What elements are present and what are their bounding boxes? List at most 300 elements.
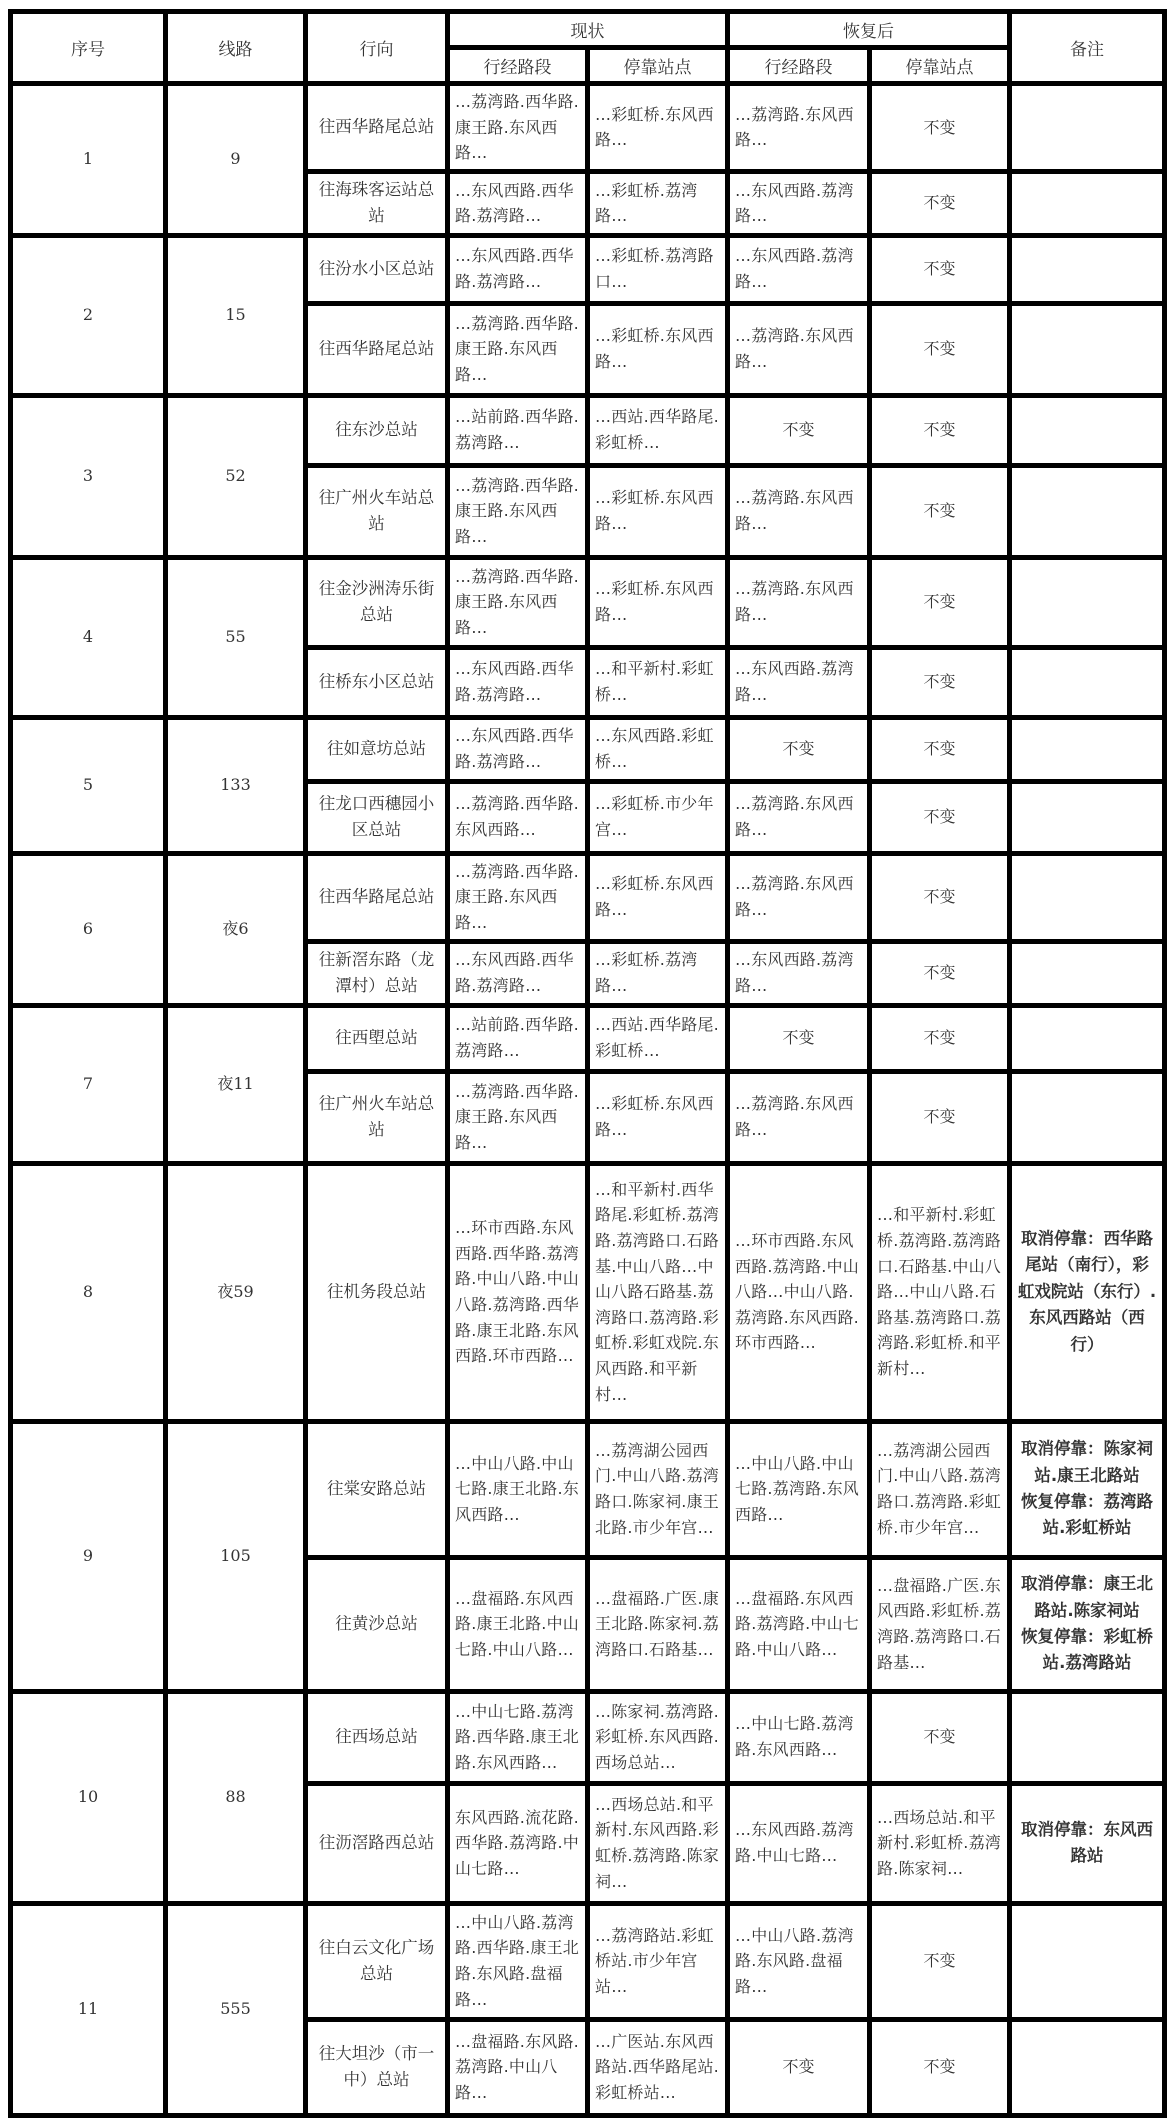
restored-route-cell-text: 不变 (782, 420, 815, 440)
current-stops-cell-text: …陈家祠.荔湾路.彩虹桥.东风西路.西场总站… (595, 1701, 719, 1772)
restored-stops-cell (870, 557, 1010, 647)
restored-route-cell (728, 171, 870, 235)
direction-cell (306, 1005, 448, 1071)
row-line (166, 395, 306, 557)
direction-cell-text: 往金沙洲涛乐街总站 (318, 578, 435, 625)
current-stops-cell (588, 465, 728, 557)
restored-stops-cell (870, 1421, 1010, 1557)
current-route-cell (448, 941, 588, 1005)
direction-cell-text: 往西场总站 (335, 1726, 418, 1746)
note-cell (1010, 84, 1165, 172)
row-number-text: 4 (82, 627, 94, 647)
table-row (11, 1421, 1165, 1557)
table-row (11, 395, 1165, 465)
restored-stops-cell-text: 不变 (923, 1028, 956, 1048)
restored-route-cell-text: …中山七路.荔湾路.东风西路… (735, 1714, 854, 1760)
row-number (11, 1903, 166, 2115)
note-cell (1010, 1557, 1165, 1691)
restored-stops-cell-text: 不变 (923, 117, 956, 137)
restored-stops-cell-text: 不变 (923, 339, 956, 359)
restored-route-cell (728, 465, 870, 557)
direction-cell (306, 171, 448, 235)
note-cell (1010, 1163, 1165, 1421)
direction-cell (306, 941, 448, 1005)
row-number (11, 1691, 166, 1903)
note-cell (1010, 557, 1165, 647)
direction-cell (306, 303, 448, 395)
note-cell (1010, 235, 1165, 303)
table-row (11, 717, 1165, 781)
current-route-cell (448, 2019, 588, 2115)
restored-route-cell (728, 647, 870, 717)
note-cell (1010, 2019, 1165, 2115)
restored-route-cell (728, 853, 870, 941)
row-line (166, 1163, 306, 1421)
current-stops-cell (588, 781, 728, 853)
note-text: 取消停靠：陈家祠站.康王北路站 (1021, 1439, 1153, 1485)
direction-cell-text: 往棠安路总站 (327, 1478, 426, 1498)
current-stops-cell-text: …彩虹桥.荔湾路… (595, 180, 698, 226)
current-stops-cell-text: …彩虹桥.东风西路… (595, 1094, 714, 1140)
current-stops-cell (588, 1163, 728, 1421)
restored-route-cell (728, 395, 870, 465)
note-cell (1010, 941, 1165, 1005)
current-stops-cell (588, 717, 728, 781)
restored-route-cell (728, 557, 870, 647)
current-route-cell-text: …中山八路.中山七路.康王北路.东风西路… (455, 1453, 579, 1524)
direction-cell-text: 往西华路尾总站 (318, 886, 435, 906)
restored-stops-cell (870, 1163, 1010, 1421)
direction-cell-text: 往沥滘路西总站 (318, 1832, 435, 1852)
direction-cell-text: 往黄沙总站 (335, 1613, 418, 1633)
current-route-cell (448, 465, 588, 557)
restored-stops-cell-text: …荔湾湖公园西门.中山八路.荔湾路口.荔湾路.彩虹桥.市少年宫… (877, 1440, 1001, 1537)
note-text: 取消停靠：东风西路站 (1021, 1819, 1153, 1866)
current-stops-cell-text: …广医站.东风西路站.西华路尾站.彩虹桥站… (595, 2031, 719, 2102)
current-stops-cell (588, 1691, 728, 1783)
direction-cell (306, 1691, 448, 1783)
restored-stops-cell (870, 465, 1010, 557)
restored-route-cell-text: …荔湾路.东风西路… (735, 488, 854, 534)
direction-cell (306, 235, 448, 303)
restored-stops-cell (870, 1071, 1010, 1163)
direction-cell-text: 往广州火车站总站 (318, 1093, 435, 1140)
note-cell (1010, 303, 1165, 395)
restored-route-cell (728, 1071, 870, 1163)
note-cell (1010, 1005, 1165, 1071)
table-row (11, 557, 1165, 647)
restored-stops-cell-text: 不变 (923, 1951, 956, 1971)
direction-cell-text: 往桥东小区总站 (318, 671, 435, 691)
restored-stops-cell-text: …盘福路.广医.东风西路.彩虹桥.荔湾路.荔湾路口.石路基… (877, 1575, 1001, 1672)
header-note: 备注 (1010, 12, 1165, 84)
restored-route-cell (728, 235, 870, 303)
restored-stops-cell (870, 395, 1010, 465)
restored-stops-cell-text: 不变 (923, 420, 956, 440)
direction-cell-text: 往西华路尾总站 (318, 338, 435, 358)
row-line-text: 105 (220, 1546, 251, 1566)
header-restored-route: 行经路段 (728, 48, 870, 84)
restored-route-cell (728, 1903, 870, 2019)
restored-route-cell (728, 2019, 870, 2115)
restored-route-cell-text: 不变 (782, 1028, 815, 1048)
table-row (11, 1691, 1165, 1783)
current-stops-cell (588, 303, 728, 395)
direction-cell (306, 1163, 448, 1421)
restored-route-cell (728, 303, 870, 395)
restored-route-cell-text: 不变 (782, 2057, 815, 2077)
table-row (11, 853, 1165, 941)
restored-stops-cell (870, 781, 1010, 853)
restored-stops-cell-text: 不变 (923, 672, 956, 692)
row-line-text: 555 (220, 1999, 251, 2019)
restored-route-cell-text: …荔湾路.东风西路… (735, 794, 854, 840)
restored-stops-cell-text: …西场总站.和平新村.彩虹桥.荔湾路.陈家祠… (877, 1807, 1001, 1878)
direction-cell (306, 557, 448, 647)
current-stops-cell (588, 941, 728, 1005)
current-stops-cell (588, 1071, 728, 1163)
direction-cell-text: 往西华路尾总站 (318, 117, 435, 137)
direction-cell (306, 2019, 448, 2115)
current-route-cell-text: …环市西路.东风西路.西华路.荔湾路.中山八路.中山八路.荔湾路.西华路.康王北路.东风西路.环市西路… (455, 1218, 579, 1366)
note-cell (1010, 717, 1165, 781)
current-route-cell (448, 647, 588, 717)
row-number (11, 395, 166, 557)
row-line (166, 84, 306, 236)
restored-route-cell (728, 1557, 870, 1691)
note-text: 取消停靠：康王北路站.陈家祠站 (1021, 1574, 1153, 1620)
restored-stops-cell (870, 1903, 1010, 2019)
current-route-cell (448, 853, 588, 941)
current-route-cell (448, 781, 588, 853)
current-stops-cell-text: …西站.西华路尾.彩虹桥… (595, 1015, 719, 1061)
current-route-cell-text: …东风西路.西华路.荔湾路… (455, 726, 574, 772)
current-route-cell (448, 1421, 588, 1557)
note-cell (1010, 1421, 1165, 1557)
row-line (166, 557, 306, 717)
row-line-text: 夜11 (217, 1074, 254, 1094)
restored-stops-cell (870, 2019, 1010, 2115)
current-stops-cell (588, 1421, 728, 1557)
restored-route-cell (728, 84, 870, 172)
current-stops-cell (588, 1903, 728, 2019)
current-stops-cell-text: …荔湾湖公园西门.中山八路.荔湾路口.陈家祠.康王北路.市少年宫… (595, 1440, 719, 1537)
direction-cell-text: 往如意坊总站 (327, 738, 426, 758)
current-route-cell (448, 717, 588, 781)
row-line-text: 夜6 (222, 919, 249, 939)
current-stops-cell-text: …东风西路.彩虹桥… (595, 726, 714, 772)
direction-cell-text: 往海珠客运站总站 (318, 179, 435, 226)
current-route-cell (448, 395, 588, 465)
current-route-cell (448, 84, 588, 172)
restored-stops-cell-text: 不变 (923, 259, 956, 279)
restored-route-cell (728, 1691, 870, 1783)
direction-cell-text: 往广州火车站总站 (318, 487, 435, 534)
row-number-text: 2 (82, 305, 94, 325)
restored-route-cell (728, 717, 870, 781)
restored-route-cell-text: …荔湾路.东风西路… (735, 1094, 854, 1140)
direction-cell-text: 往新滘东路（龙潭村）总站 (318, 949, 435, 996)
row-line (166, 1421, 306, 1691)
table-row (11, 1163, 1165, 1421)
current-stops-cell-text: …彩虹桥.东风西路… (595, 488, 714, 534)
restored-route-cell-text: …东风西路.荔湾路… (735, 246, 854, 292)
current-route-cell-text: …荔湾路.西华路.康王路.东风西路… (455, 92, 579, 163)
row-number-text: 5 (82, 775, 94, 795)
table-body (11, 84, 1165, 2116)
current-route-cell (448, 1557, 588, 1691)
restored-route-cell (728, 1421, 870, 1557)
row-line-text: 9 (230, 149, 241, 169)
row-number-text: 7 (82, 1074, 94, 1094)
restored-stops-cell-text: 不变 (923, 1727, 956, 1747)
current-stops-cell (588, 171, 728, 235)
restored-route-cell (728, 781, 870, 853)
restored-route-cell-text: …东风西路.荔湾路… (735, 659, 854, 705)
note-cell (1010, 853, 1165, 941)
restored-stops-cell (870, 647, 1010, 717)
row-line (166, 235, 306, 395)
row-number (11, 1421, 166, 1691)
note-cell (1010, 171, 1165, 235)
restored-stops-cell-text: 不变 (923, 739, 956, 759)
current-stops-cell-text: …和平新村.西华路尾.彩虹桥.荔湾路.荔湾路口.石路基.中山八路…中山八路石路基.荔湾路口.荔湾路.彩虹桥.彩虹戏院.东风西路.和平新村… (595, 1179, 719, 1404)
header-current-route: 行经路段 (448, 48, 588, 84)
restored-stops-cell (870, 717, 1010, 781)
direction-cell (306, 395, 448, 465)
row-number-text: 9 (82, 1546, 94, 1566)
direction-cell-text: 往东沙总站 (335, 419, 418, 439)
restored-route-cell-text: …环市西路.东风西路.荔湾路.中山八路…中山八路.荔湾路.东风西路.环市西路… (735, 1231, 859, 1353)
row-line (166, 1005, 306, 1163)
row-line-text: 88 (225, 1787, 246, 1807)
current-route-cell-text: …东风西路.西华路.荔湾路… (455, 180, 574, 226)
row-number (11, 717, 166, 853)
current-stops-cell (588, 2019, 728, 2115)
current-route-cell-text: …东风西路.西华路.荔湾路… (455, 950, 574, 996)
row-number-text: 8 (82, 1282, 94, 1302)
table-row (11, 235, 1165, 303)
header-restored-stops: 停靠站点 (870, 48, 1010, 84)
restored-route-cell (728, 941, 870, 1005)
current-stops-cell-text: …彩虹桥.东风西路… (595, 104, 714, 150)
row-line (166, 1903, 306, 2115)
row-line-text: 55 (225, 627, 246, 647)
restored-stops-cell (870, 171, 1010, 235)
restored-stops-cell (870, 84, 1010, 172)
restored-stops-cell-text: 不变 (923, 501, 956, 521)
row-line (166, 717, 306, 853)
restored-route-cell-text: 不变 (782, 739, 815, 759)
direction-cell (306, 717, 448, 781)
row-line (166, 1691, 306, 1903)
current-route-cell-text: …盘福路.东风西路.康王北路.中山七路.中山八路… (455, 1588, 579, 1659)
direction-cell (306, 1071, 448, 1163)
header-restored: 恢复后 (728, 12, 1010, 48)
restored-stops-cell-text: 不变 (923, 1107, 956, 1127)
restored-route-cell-text: …中山八路.中山七路.荔湾路.东风西路… (735, 1453, 859, 1524)
direction-cell (306, 781, 448, 853)
restored-route-cell-text: …荔湾路.东风西路… (735, 326, 854, 372)
current-route-cell-text: …荔湾路.西华路.康王路.东风西路… (455, 475, 579, 546)
current-stops-cell-text: …彩虹桥.东风西路… (595, 326, 714, 372)
row-number (11, 235, 166, 395)
row-number-text: 10 (77, 1787, 99, 1807)
direction-cell-text: 往西塱总站 (335, 1027, 418, 1047)
row-line-text: 15 (225, 305, 246, 325)
row-line-text: 夜59 (217, 1282, 254, 1302)
current-stops-cell-text: …荔湾路站.彩虹桥站.市少年宫站… (595, 1925, 714, 1996)
current-route-cell-text: …荔湾路.西华路.康王路.东风西路… (455, 1081, 579, 1152)
restored-route-cell (728, 1783, 870, 1903)
current-stops-cell-text: …和平新村.彩虹桥… (595, 659, 714, 705)
row-number (11, 853, 166, 1005)
restored-stops-cell-text: 不变 (923, 2057, 956, 2077)
direction-cell (306, 1903, 448, 2019)
row-number-text: 3 (82, 466, 94, 486)
direction-cell (306, 465, 448, 557)
direction-cell (306, 647, 448, 717)
direction-cell-text: 往大坦沙（市一中）总站 (318, 2043, 435, 2090)
note-cell (1010, 1691, 1165, 1783)
current-route-cell-text: …中山七路.荔湾路.西华路.康王北路.东风西路… (455, 1701, 579, 1772)
current-route-cell-text: 东风西路.流花路.西华路.荔湾路.中山七路… (455, 1807, 579, 1878)
row-number-text: 11 (77, 1999, 99, 2019)
note-cell (1010, 395, 1165, 465)
current-route-cell (448, 1005, 588, 1071)
header-current-stops: 停靠站点 (588, 48, 728, 84)
row-number (11, 557, 166, 717)
current-route-cell (448, 171, 588, 235)
current-route-cell (448, 1691, 588, 1783)
note-cell (1010, 781, 1165, 853)
current-stops-cell-text: …彩虹桥.东风西路… (595, 579, 714, 625)
restored-stops-cell (870, 1005, 1010, 1071)
current-route-cell (448, 1071, 588, 1163)
restored-route-cell-text: …东风西路.荔湾路.中山七路… (735, 1820, 854, 1866)
current-route-cell-text: …站前路.西华路.荔湾路… (455, 1015, 579, 1061)
restored-route-cell-text: …中山八路.荔湾路.东风路.盘福路… (735, 1925, 854, 1996)
current-route-cell (448, 557, 588, 647)
restored-route-cell-text: …东风西路.荔湾路… (735, 950, 854, 996)
header-direction: 行向 (306, 12, 448, 84)
current-stops-cell (588, 557, 728, 647)
restored-stops-cell-text: 不变 (923, 592, 956, 612)
header-seq: 序号 (11, 12, 166, 84)
current-stops-cell-text: …彩虹桥.东风西路… (595, 874, 714, 920)
restored-stops-cell (870, 1691, 1010, 1783)
current-stops-cell (588, 647, 728, 717)
current-stops-cell-text: …彩虹桥.市少年宫… (595, 794, 714, 840)
note-cell (1010, 647, 1165, 717)
direction-cell-text: 往白云文化广场总站 (318, 1937, 435, 1984)
direction-cell (306, 1783, 448, 1903)
current-route-cell-text: …盘福路.东风路.荔湾路.中山八路… (455, 2031, 579, 2102)
current-stops-cell-text: …西场总站.和平新村.东风西路.彩虹桥.荔湾路.陈家祠… (595, 1794, 719, 1891)
row-number-text: 6 (82, 919, 94, 939)
current-route-cell-text: …中山八路.荔湾路.西华路.康王北路.东风路.盘福路… (455, 1912, 579, 2009)
restored-route-cell-text: …东风西路.荔湾路… (735, 180, 854, 226)
row-line-text: 52 (225, 466, 246, 486)
note-text: 恢复停靠：彩虹桥站.荔湾路站 (1021, 1627, 1153, 1673)
header-line: 线路 (166, 12, 306, 84)
restored-route-cell-text: …荔湾路.东风西路… (735, 104, 854, 150)
table-row (11, 1005, 1165, 1071)
row-number-text: 1 (82, 149, 94, 169)
direction-cell (306, 84, 448, 172)
current-route-cell (448, 235, 588, 303)
restored-route-cell-text: …荔湾路.东风西路… (735, 874, 854, 920)
current-route-cell-text: …站前路.西华路.荔湾路… (455, 407, 579, 453)
current-route-cell (448, 1903, 588, 2019)
current-route-cell-text: …荔湾路.西华路.康王路.东风西路… (455, 861, 579, 932)
direction-cell (306, 1421, 448, 1557)
current-stops-cell-text: …盘福路.广医.康王北路.陈家祠.荔湾路口.石路基… (595, 1588, 719, 1659)
restored-stops-cell (870, 235, 1010, 303)
current-route-cell (448, 1163, 588, 1421)
restored-stops-cell (870, 853, 1010, 941)
restored-stops-cell-text: 不变 (923, 193, 956, 213)
restored-route-cell (728, 1005, 870, 1071)
current-stops-cell (588, 853, 728, 941)
current-stops-cell (588, 1783, 728, 1903)
restored-stops-cell (870, 1783, 1010, 1903)
restored-stops-cell-text: …和平新村.彩虹桥.荔湾路.荔湾路口.石路基.中山八路…中山八路.石路基.荔湾路口.荔湾路.彩虹桥.和平新村… (877, 1205, 1001, 1379)
table-row (11, 1903, 1165, 2019)
restored-stops-cell-text: 不变 (923, 887, 956, 907)
note-cell (1010, 1071, 1165, 1163)
direction-cell-text: 往汾水小区总站 (318, 258, 435, 278)
restored-stops-cell-text: 不变 (923, 807, 956, 827)
direction-cell (306, 853, 448, 941)
current-stops-cell (588, 235, 728, 303)
note-cell (1010, 1783, 1165, 1903)
current-stops-cell (588, 1005, 728, 1071)
note-cell (1010, 465, 1165, 557)
current-route-cell (448, 303, 588, 395)
row-number (11, 84, 166, 236)
current-route-cell (448, 1783, 588, 1903)
current-stops-cell-text: …西站.西华路尾.彩虹桥… (595, 407, 719, 453)
current-route-cell-text: …东风西路.西华路.荔湾路… (455, 659, 574, 705)
restored-route-cell-text: …荔湾路.东风西路… (735, 579, 854, 625)
direction-cell-text: 往龙口西穗园小区总站 (318, 793, 435, 840)
restored-route-cell (728, 1163, 870, 1421)
current-stops-cell (588, 395, 728, 465)
route-change-table (8, 9, 1167, 2118)
restored-stops-cell (870, 1557, 1010, 1691)
current-route-cell-text: …东风西路.西华路.荔湾路… (455, 246, 574, 292)
header-current: 现状 (448, 12, 728, 48)
restored-stops-cell (870, 941, 1010, 1005)
restored-stops-cell-text: 不变 (923, 963, 956, 983)
current-route-cell-text: …荔湾路.西华路.康王路.东风西路… (455, 566, 579, 637)
current-stops-cell (588, 1557, 728, 1691)
note-text: 恢复停靠：荔湾路站.彩虹桥站 (1021, 1492, 1153, 1538)
current-route-cell-text: …荔湾路.西华路.康王路.东风西路… (455, 313, 579, 384)
direction-cell-text: 往机务段总站 (327, 1281, 426, 1301)
row-number (11, 1163, 166, 1421)
restored-stops-cell (870, 303, 1010, 395)
current-stops-cell-text: …彩虹桥.荔湾路… (595, 950, 698, 996)
row-number (11, 1005, 166, 1163)
current-stops-cell-text: …彩虹桥.荔湾路口… (595, 246, 714, 292)
current-route-cell-text: …荔湾路.西华路.东风西路… (455, 794, 579, 840)
direction-cell (306, 1557, 448, 1691)
table-row (11, 84, 1165, 172)
note-text: 取消停靠：西华路尾站（南行），彩虹戏院站（东行）.东风西路站（西行） (1017, 1229, 1157, 1354)
note-cell (1010, 1903, 1165, 2019)
